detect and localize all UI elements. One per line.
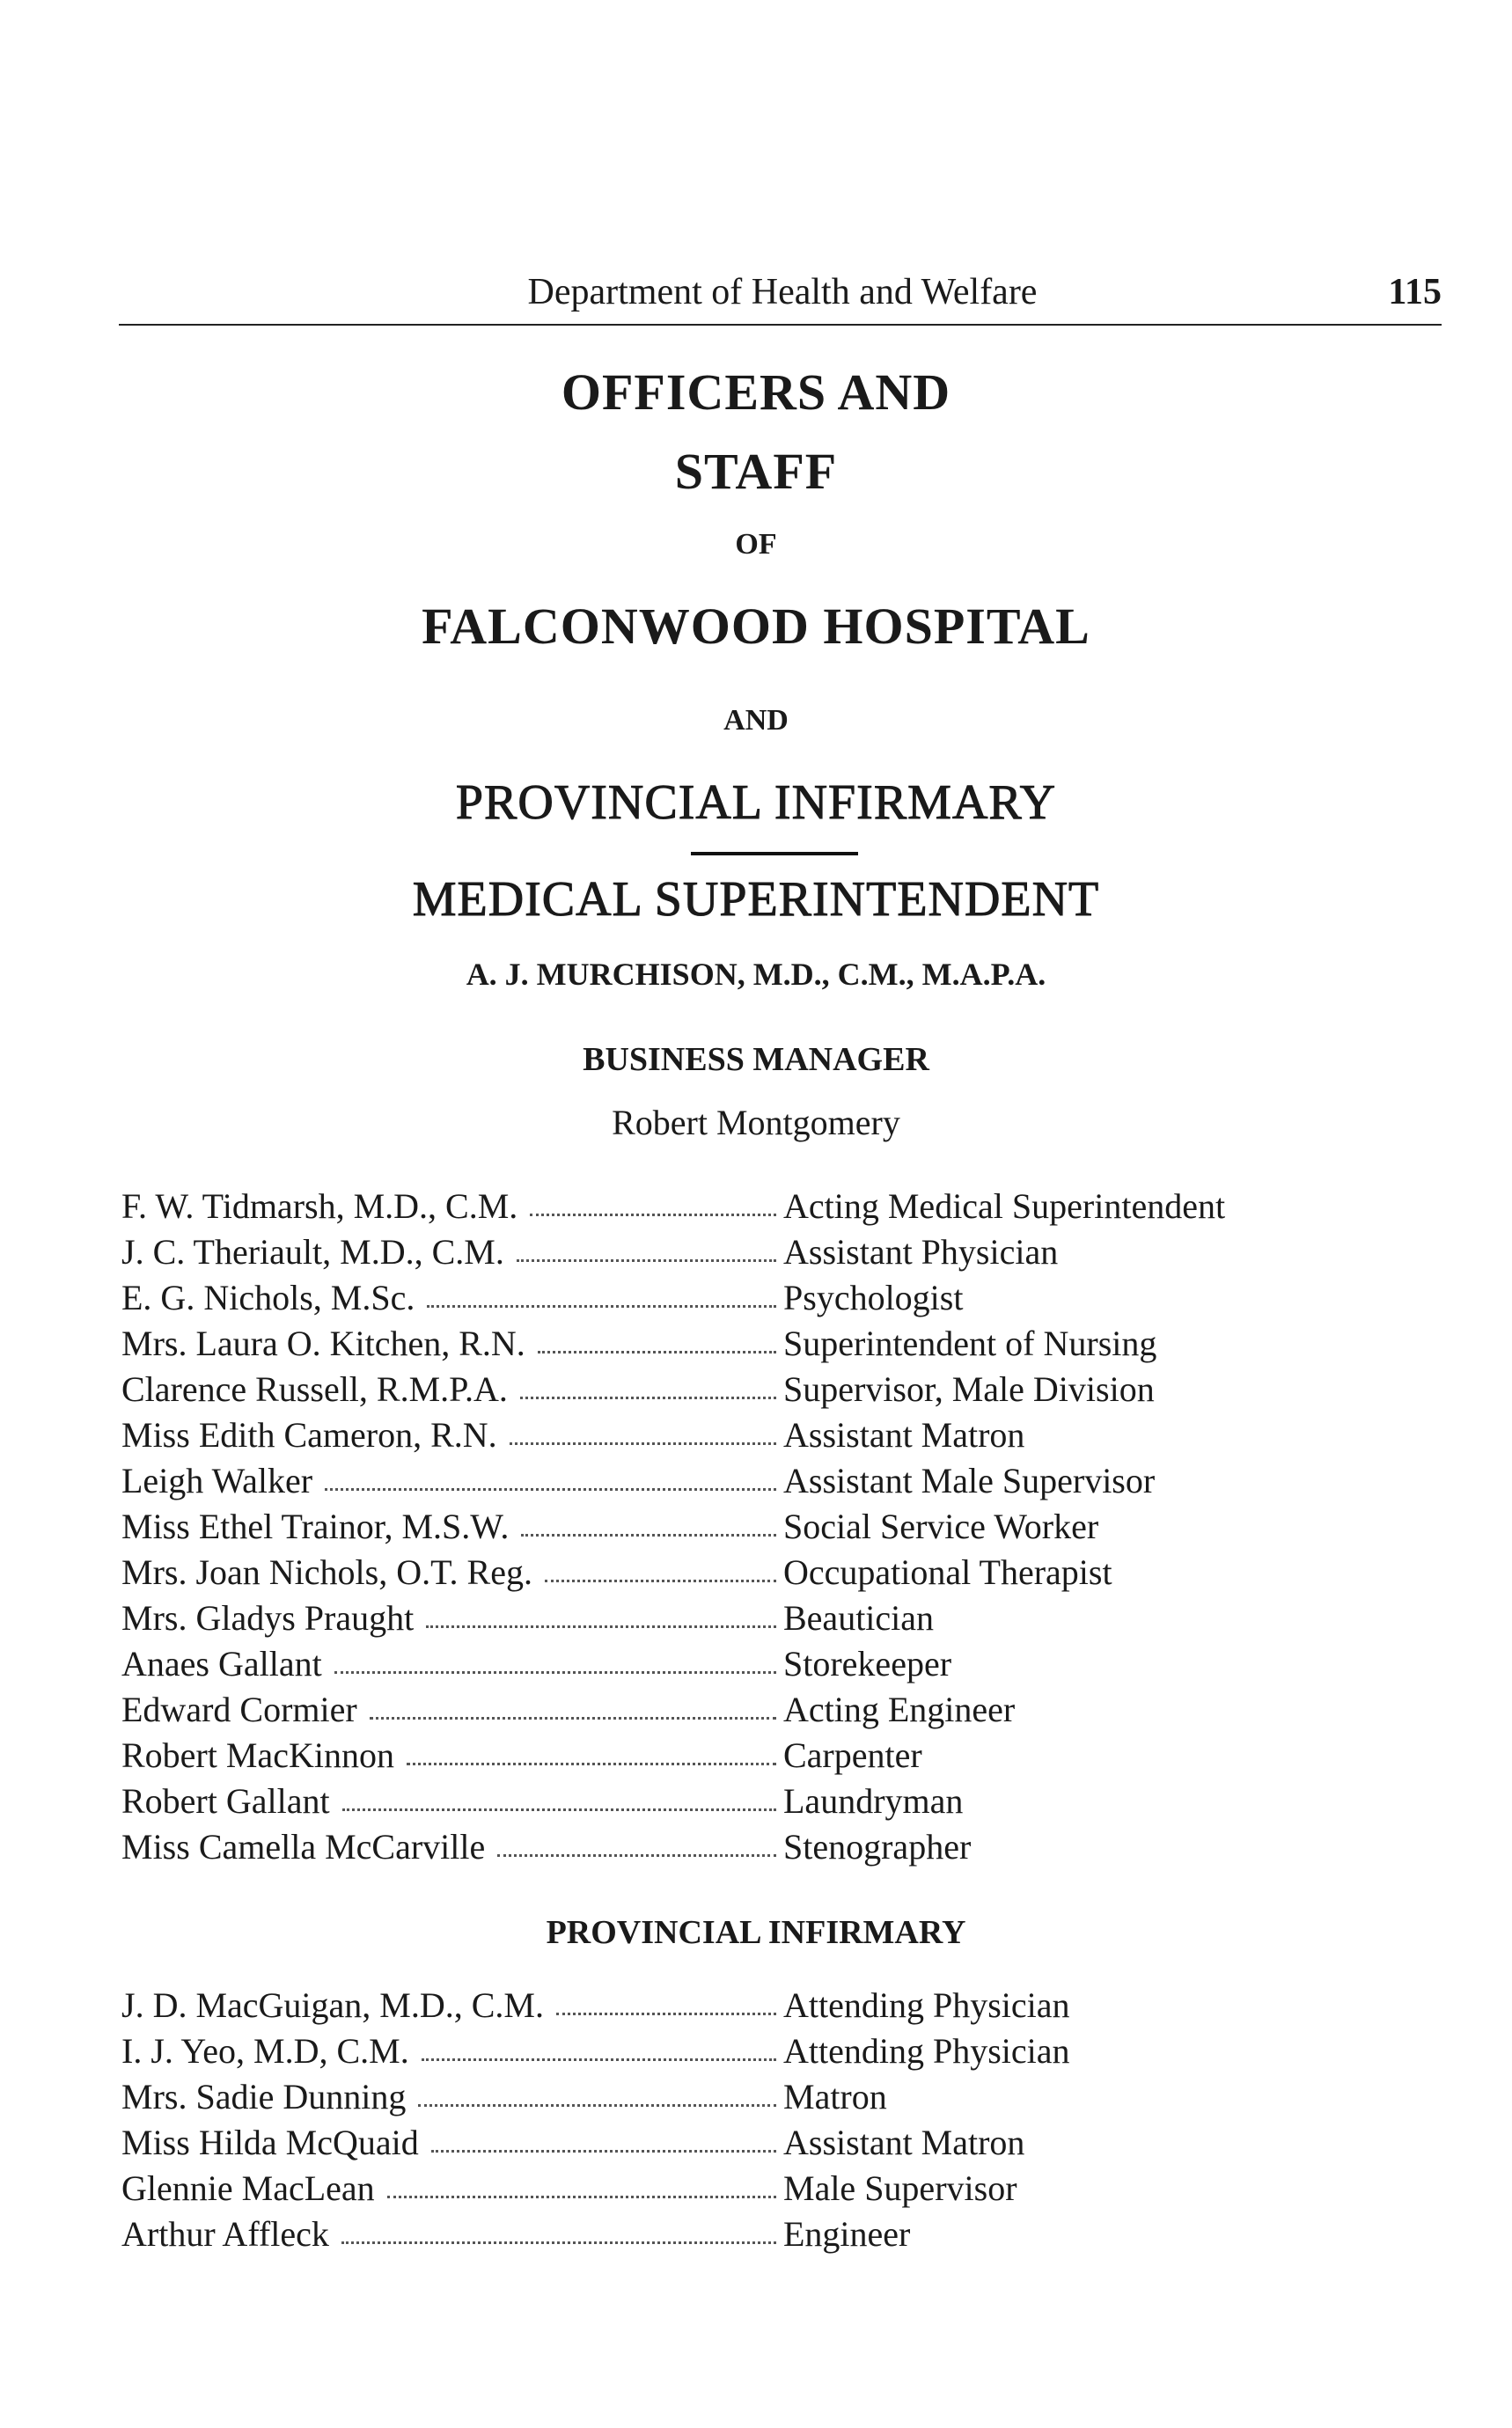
staff-role: Social Service Worker bbox=[783, 1507, 1099, 1546]
staff-role: Acting Engineer bbox=[783, 1690, 1016, 1729]
staff-name: Leigh Walker bbox=[121, 1461, 313, 1500]
page-number: 115 bbox=[1388, 272, 1442, 312]
list-item bbox=[121, 2166, 1371, 2212]
list-item bbox=[121, 1412, 1371, 1458]
staff-name: J. C. Theriault, M.D., C.M. bbox=[121, 1232, 504, 1272]
dot-leader bbox=[387, 2196, 776, 2198]
dot-leader bbox=[422, 2058, 776, 2061]
staff-name: Mrs. Sadie Dunning bbox=[121, 2077, 407, 2116]
staff-role: Assistant Physician bbox=[783, 1232, 1059, 1272]
header-rule bbox=[119, 324, 1442, 326]
staff-name: Miss Hilda McQuaid bbox=[121, 2123, 419, 2162]
dot-leader bbox=[418, 2104, 776, 2107]
staff-role: Storekeeper bbox=[783, 1644, 952, 1683]
staff-name: Miss Camella McCarville bbox=[121, 1827, 486, 1867]
staff-name: Clarence Russell, R.M.P.A. bbox=[121, 1369, 508, 1409]
staff-role: Assistant Matron bbox=[783, 2123, 1025, 2162]
staff-name: Anaes Gallant bbox=[121, 1644, 322, 1683]
heading-and: AND bbox=[723, 704, 789, 737]
dot-leader bbox=[497, 1854, 776, 1857]
dot-leader bbox=[342, 1808, 776, 1811]
list-item bbox=[121, 2074, 1371, 2120]
list-item bbox=[121, 2028, 1371, 2074]
dot-leader bbox=[538, 1351, 776, 1353]
list-item bbox=[121, 1550, 1371, 1595]
dot-leader bbox=[426, 1625, 776, 1628]
infirmary-staff-list bbox=[121, 1983, 1371, 2257]
dot-leader bbox=[341, 2241, 776, 2244]
medical-superintendent-name: A. J. MURCHISON, M.D., C.M., M.A.P.A. bbox=[466, 957, 1046, 992]
heading-divider bbox=[691, 852, 858, 855]
staff-role: Assistant Male Supervisor bbox=[783, 1461, 1156, 1500]
list-item bbox=[121, 1595, 1371, 1641]
dot-leader bbox=[370, 1717, 776, 1720]
staff-name: Robert MacKinnon bbox=[121, 1735, 394, 1775]
staff-name: Miss Edith Cameron, R.N. bbox=[121, 1415, 497, 1455]
list-item bbox=[121, 1779, 1371, 1824]
list-item bbox=[121, 1275, 1371, 1321]
staff-role: Supervisor, Male Division bbox=[783, 1369, 1155, 1409]
business-manager-heading: BUSINESS MANAGER bbox=[583, 1041, 929, 1078]
staff-role: Superintendent of Nursing bbox=[783, 1324, 1157, 1363]
list-item bbox=[121, 1229, 1371, 1275]
list-item bbox=[121, 1367, 1371, 1412]
staff-role: Carpenter bbox=[783, 1735, 922, 1775]
staff-name: Glennie MacLean bbox=[121, 2168, 375, 2208]
staff-role: Beautician bbox=[783, 1598, 935, 1638]
medical-superintendent-heading: MEDICAL SUPERINTENDENT bbox=[412, 872, 1100, 927]
list-item bbox=[121, 1321, 1371, 1367]
heading-of: OF bbox=[735, 528, 777, 561]
heading-infirmary: PROVINCIAL INFIRMARY bbox=[455, 775, 1057, 830]
running-head-title: Department of Health and Welfare bbox=[527, 272, 1038, 312]
list-item bbox=[121, 1184, 1371, 1229]
staff-name: Mrs. Laura O. Kitchen, R.N. bbox=[121, 1324, 525, 1363]
list-item bbox=[121, 1733, 1371, 1779]
business-manager-name: Robert Montgomery bbox=[612, 1103, 900, 1142]
dot-leader bbox=[530, 1214, 776, 1216]
staff-role: Occupational Therapist bbox=[783, 1552, 1112, 1592]
dot-leader bbox=[325, 1488, 776, 1491]
staff-role: Matron bbox=[783, 2077, 887, 2116]
staff-role: Attending Physician bbox=[783, 2031, 1070, 2071]
hospital-staff-list bbox=[121, 1184, 1371, 1870]
heading-line-2: STAFF bbox=[674, 443, 838, 500]
dot-leader bbox=[521, 1534, 776, 1537]
infirmary-heading: PROVINCIAL INFIRMARY bbox=[546, 1914, 966, 1951]
staff-name: Robert Gallant bbox=[121, 1781, 330, 1821]
dot-leader bbox=[520, 1397, 776, 1399]
list-item bbox=[121, 1458, 1371, 1504]
heading-hospital: FALCONWOOD HOSPITAL bbox=[422, 598, 1090, 655]
staff-role: Assistant Matron bbox=[783, 1415, 1025, 1455]
staff-role: Stenographer bbox=[783, 1827, 972, 1867]
staff-name: Edward Cormier bbox=[121, 1690, 357, 1729]
dot-leader bbox=[407, 1763, 776, 1765]
dot-leader bbox=[510, 1442, 776, 1445]
list-item bbox=[121, 1983, 1371, 2028]
staff-name: F. W. Tidmarsh, M.D., C.M. bbox=[121, 1186, 518, 1226]
staff-name: J. D. MacGuigan, M.D., C.M. bbox=[121, 1985, 544, 2025]
staff-name: Miss Ethel Trainor, M.S.W. bbox=[121, 1507, 510, 1546]
staff-role: Laundryman bbox=[783, 1781, 964, 1821]
dot-leader bbox=[517, 1259, 776, 1262]
staff-name: E. G. Nichols, M.Sc. bbox=[121, 1278, 415, 1317]
list-item bbox=[121, 1641, 1371, 1687]
list-item bbox=[121, 2120, 1371, 2166]
staff-role: Attending Physician bbox=[783, 1985, 1070, 2025]
dot-leader bbox=[545, 1580, 776, 1582]
dot-leader bbox=[431, 2150, 776, 2153]
staff-role: Psychologist bbox=[783, 1278, 964, 1317]
list-item bbox=[121, 1687, 1371, 1733]
list-item bbox=[121, 1824, 1371, 1870]
staff-name: Mrs. Joan Nichols, O.T. Reg. bbox=[121, 1552, 532, 1592]
staff-name: Arthur Affleck bbox=[121, 2214, 329, 2254]
dot-leader bbox=[427, 1305, 776, 1308]
list-item bbox=[121, 1504, 1371, 1550]
list-item bbox=[121, 2212, 1371, 2257]
staff-name: I. J. Yeo, M.D, C.M. bbox=[121, 2031, 409, 2071]
staff-role: Acting Medical Superintendent bbox=[783, 1186, 1226, 1226]
staff-role: Engineer bbox=[783, 2214, 911, 2254]
heading-line-1: OFFICERS AND bbox=[561, 363, 951, 421]
staff-name: Mrs. Gladys Praught bbox=[121, 1598, 415, 1638]
running-head bbox=[123, 271, 1442, 322]
staff-role: Male Supervisor bbox=[783, 2168, 1017, 2208]
dot-leader bbox=[556, 2013, 776, 2015]
dot-leader bbox=[334, 1671, 776, 1674]
